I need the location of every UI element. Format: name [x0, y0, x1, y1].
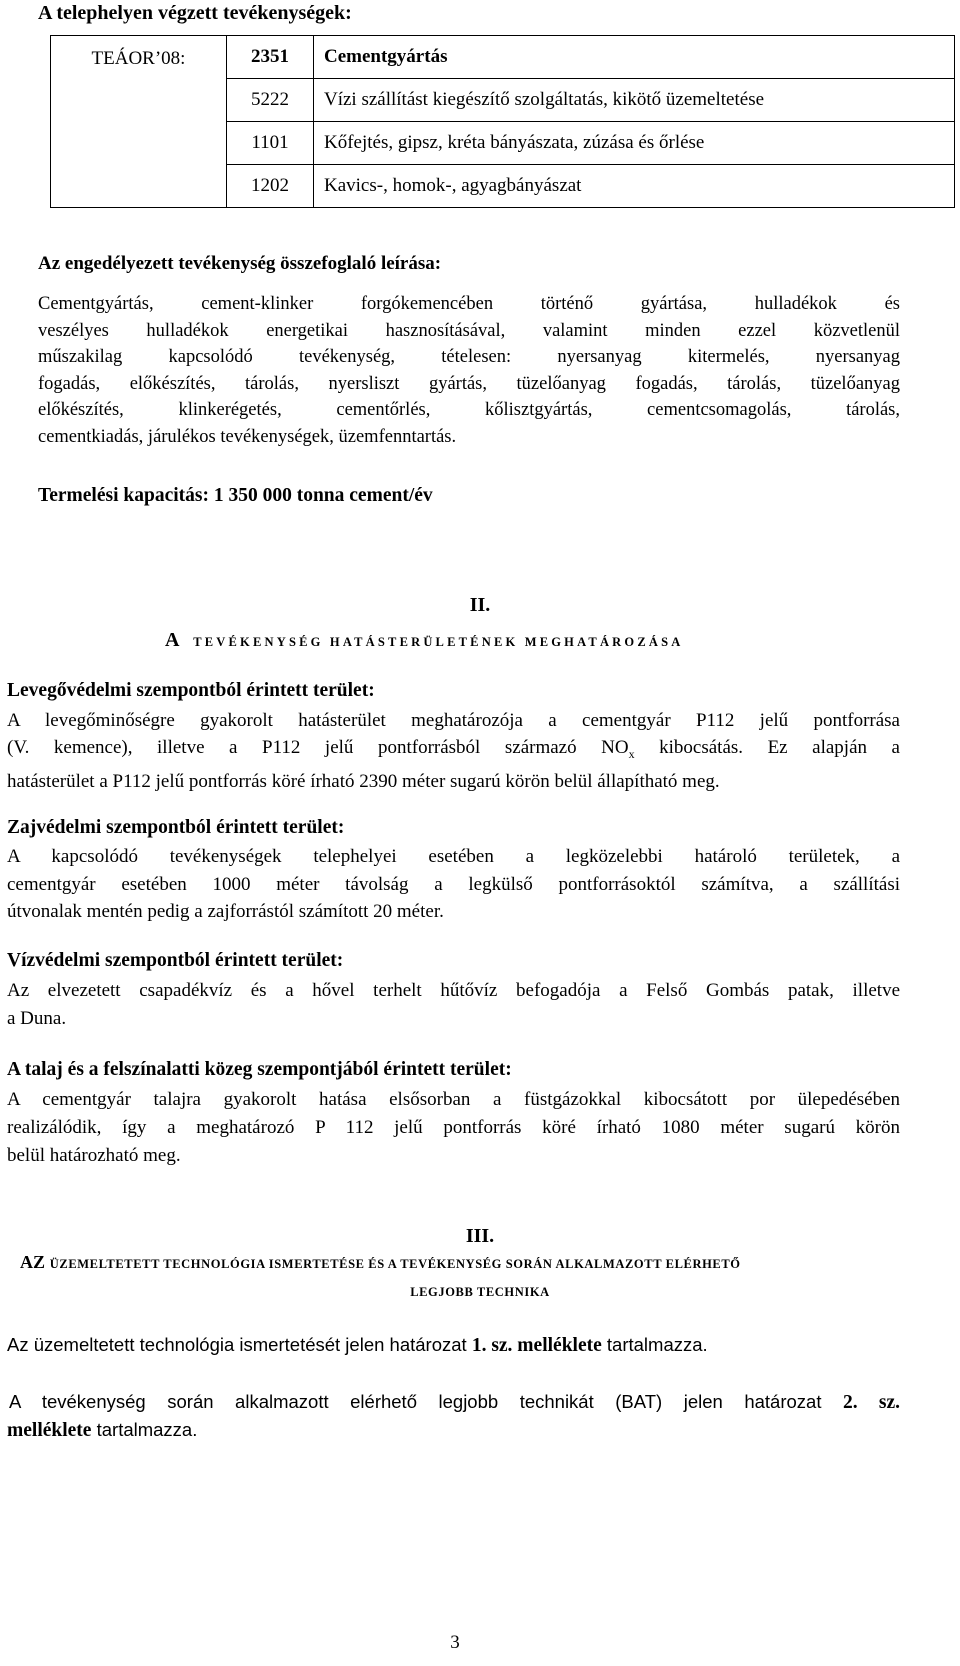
- paragraph-text: tartalmazza.: [601, 1334, 708, 1355]
- section-title-text: ÜZEMELTETETT TECHNOLÓGIA ISMERTETÉSE ÉS A TEVÉKENYSÉG SORÁN ALKALMAZOTT ELÉRHETŐ: [49, 1257, 741, 1271]
- air-body: [7, 707, 900, 795]
- summary-line: Cementgyártás, cement-klinker forgókemencében történő gyártása, hulladékok és: [38, 294, 900, 314]
- bat-line: [7, 1416, 900, 1444]
- summary-line: előkészítés, klinkerégetés, cementőrlés, kőlisztgyártás, cementcsomagolás, tárolás,: [38, 400, 900, 421]
- soil-body: [7, 1086, 900, 1170]
- noise-heading: Zajvédelmi szempontból érintett terület:: [7, 817, 345, 838]
- summary-line: cementkiadás, járulékos tevékenységek, üzemfenntartás.: [38, 426, 457, 447]
- annex-reference: melléklete: [7, 1420, 92, 1441]
- air-line-part: kibocsátás. Ez alapján a: [634, 737, 900, 758]
- summary-body: [38, 291, 900, 451]
- section-title-initial: A: [165, 629, 183, 651]
- section-title: [165, 629, 683, 652]
- summary-line: fogadás, előkészítés, tárolás, nyersliszt gyártás, tüzelőanyag fogadás, tárolás, tüzelőanyag: [38, 373, 900, 394]
- teaor-code: 1202: [227, 165, 314, 208]
- page-number: 3: [450, 1632, 460, 1653]
- section-number: II.: [469, 594, 491, 616]
- teaor-label: TEÁOR’08:: [51, 36, 227, 208]
- teaor-code: 1101: [227, 122, 314, 165]
- air-heading: Levegővédelmi szempontból érintett terület:: [7, 680, 375, 701]
- water-line: Az elvezetett csapadékvíz és a hővel terhelt hűtővíz befogadója a Felső Gombás patak, illetve: [7, 980, 900, 1001]
- annex-reference: 1. sz. melléklete: [471, 1335, 602, 1356]
- teaor-activity: Vízi szállítást kiegészítő szolgáltatás, kikötő üzemeltetése: [314, 79, 955, 122]
- section-title-line2: LEGJOBB TECHNIKA: [410, 1285, 550, 1299]
- teaor-code: 5222: [227, 79, 314, 122]
- section-title-initial: AZ: [20, 1252, 46, 1272]
- air-line: hatásterület a P112 jelű pontforrás köré írható 2390 méter sugarú körön belül állapítható meg.: [7, 770, 720, 792]
- summary-line: műszakilag kapcsolódó tevékenység, tételesen: nyersanyag kitermelés, nyersanyag: [38, 347, 900, 368]
- section-number: III.: [465, 1225, 495, 1247]
- water-body: [7, 977, 900, 1033]
- table-row: [51, 36, 955, 79]
- section-title-text: TEVÉKENYSÉG HATÁSTERÜLETÉNEK MEGHATÁROZÁSA: [193, 635, 684, 649]
- water-line: a Duna.: [7, 1008, 67, 1029]
- water-heading: Vízvédelmi szempontból érintett terület:: [7, 950, 344, 971]
- bat-line: [7, 1388, 900, 1416]
- teaor-code: 2351: [227, 36, 314, 79]
- noise-line: útvonalak mentén pedig a zajforrástól számított 20 méter.: [7, 901, 444, 922]
- activities-heading: A telephelyen végzett tevékenységek:: [38, 2, 352, 24]
- bat-paragraph: [7, 1388, 900, 1444]
- air-line-subscript: x: [628, 746, 635, 761]
- noise-line: cementgyár esetében 1000 méter távolság a legkülső pontforrásoktól számítva, a szállítási: [7, 873, 900, 895]
- air-line-part: (V. kemence), illetve a P112 jelű pontforrásból származó NO: [7, 737, 629, 758]
- soil-line: A cementgyár talajra gyakorolt hatása elsősorban a füstgázokkal kibocsátott por ülepedésében: [7, 1089, 900, 1110]
- paragraph-text: Az üzemeltetett technológia ismertetését jelen határozat: [7, 1334, 472, 1355]
- teaor-activity: Kavics-, homok-, agyagbányászat: [314, 165, 955, 208]
- air-line: [7, 734, 900, 768]
- paragraph-text: A tevékenység során alkalmazott elérhető legjobb technikát (BAT) jelen határozat: [9, 1391, 843, 1412]
- summary-line: veszélyes hulladékok energetikai hasznosításával, valamint minden ezzel közvetlenül: [38, 320, 900, 341]
- soil-heading: A talaj és a felszínalatti közeg szempontjából érintett terület:: [7, 1059, 512, 1080]
- paragraph-text: tartalmazza.: [91, 1419, 198, 1440]
- technology-paragraph: [7, 1334, 708, 1357]
- teaor-activity: Cementgyártás: [314, 36, 955, 79]
- soil-line: realizálódik, így a meghatározó P 112 jelű pontforrás köré írható 1080 méter sugarú körön: [7, 1117, 900, 1138]
- air-line: A levegőminőségre gyakorolt hatásterület meghatározója a cementgyár P112 jelű pontforrása: [7, 710, 900, 731]
- section-title: [20, 1252, 741, 1274]
- teaor-activity: Kőfejtés, gipsz, kréta bányászata, zúzása és őrlése: [314, 122, 955, 165]
- teaor-table: [50, 35, 955, 208]
- summary-heading: Az engedélyezett tevékenység összefoglaló leírása:: [38, 253, 442, 274]
- capacity-text: Termelési kapacitás: 1 350 000 tonna cement/év: [38, 485, 433, 506]
- annex-reference: 2. sz.: [842, 1392, 900, 1413]
- noise-body: [7, 843, 900, 926]
- noise-line: A kapcsolódó tevékenységek telephelyei esetében a legközelebbi határoló területek, a: [7, 846, 900, 867]
- soil-line: belül határozható meg.: [7, 1145, 181, 1166]
